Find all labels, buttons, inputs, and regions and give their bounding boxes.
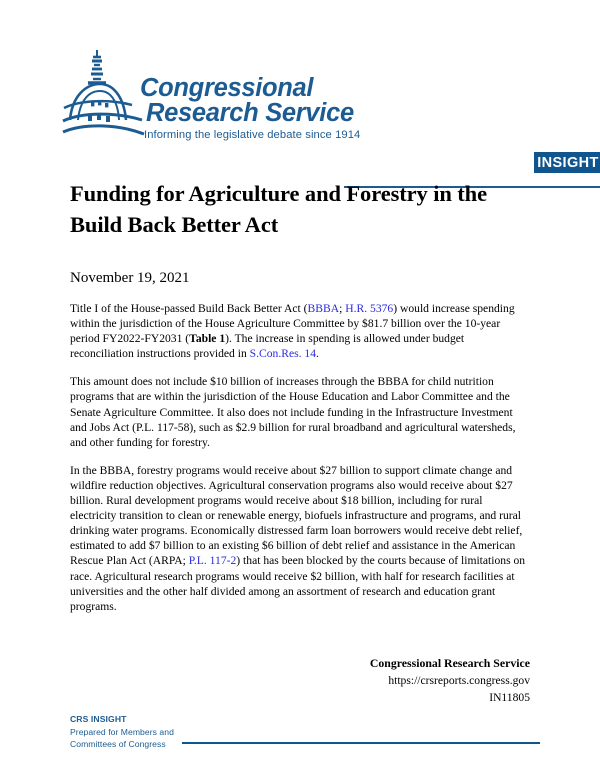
wordmark-line-1: Congressional (140, 74, 314, 102)
footer-organization: Congressional Research Service (369, 656, 530, 670)
document-content (70, 178, 530, 614)
footer-url[interactable]: https://crsreports.congress.gov (388, 674, 530, 687)
document-header (62, 48, 599, 171)
crs-wordmark (140, 76, 370, 126)
crs-tagline: Informing the legislative debate since 1914 (144, 129, 361, 141)
inline-link[interactable]: S.Con.Res. 14 (249, 347, 317, 361)
footer-prepared-line-1: Prepared for Members and (70, 726, 174, 737)
footer-prepared-line-2: Committees of Congress (70, 738, 166, 749)
paragraph-text: ) that has been blocked by the courts because of limitations on race. Agricultural research programs would receive $2 billion, with half for research facilities at universities and the other half divided among an assortment of research and education grant programs. (70, 554, 526, 613)
table-reference: Table 1 (189, 332, 226, 346)
inline-link[interactable]: H.R. 5376 (345, 302, 394, 315)
paragraph-text: ). The increase in spending is allowed under budget reconciliation instructions provided in (70, 332, 465, 361)
para-1 (70, 301, 530, 361)
inline-link[interactable]: P.L. 117-2 (188, 554, 237, 568)
wordmark-line-2: Research Service (146, 99, 354, 127)
publication-date: November 19, 2021 (70, 270, 190, 286)
paragraph-text: Title I of the House-passed Build Back Better Act ( (70, 302, 308, 315)
paragraph-text: ) would increase spending within the jurisdiction of the House Agriculture Committee by $81.7 billion over the 10-year period FY2022-FY2031 ( (70, 302, 515, 346)
footer-series-block (70, 714, 290, 750)
para-2 (70, 374, 530, 449)
footer-divider-rule (182, 742, 540, 744)
footer-identification (280, 655, 530, 706)
paragraph-text: . (316, 347, 319, 361)
paragraph-text: This amount does not include $10 billion of increases through the BBBA for child nutrition programs that are within the jurisdiction of the House Education and Labor Committee and the Senate Agriculture Committee. It also does not include funding in the Infrastructure Investment and Jobs Act (P.L. 117-58), such as $2.9 billion for rural broadband and agricultural watersheds, and other funding for forestry. (70, 375, 516, 449)
insight-badge: INSIGHT (534, 152, 600, 173)
para-3 (70, 463, 530, 614)
inline-link[interactable]: BBBA (307, 302, 340, 315)
footer-insight-label: CRS INSIGHT (70, 714, 127, 724)
paragraph-text: ; (339, 302, 346, 315)
crs-capitol-dome-logo-icon (62, 48, 146, 144)
page-title: Funding for Agriculture and Forestry in the Build Back Better Act (70, 181, 487, 237)
footer-report-id: IN11805 (489, 691, 530, 704)
paragraph-text: In the BBBA, forestry programs would receive about $27 billion to support climate change and wildfire reduction objectives. Agricultural conservation programs also would receive about $27 billion. Rural development programs would receive about $18 billion, including for rural electricity transition to clean or renewable energy, biofuels infrastructure and programs, and rural drinking water programs. Economically distressed farm loan borrowers would receive debt relief, estimated to add $7 billion to an existing $6 billion of debt relief and assistance in the American Rescue Plan Act (ARPA; (70, 463, 523, 568)
body-paragraphs (70, 301, 530, 614)
